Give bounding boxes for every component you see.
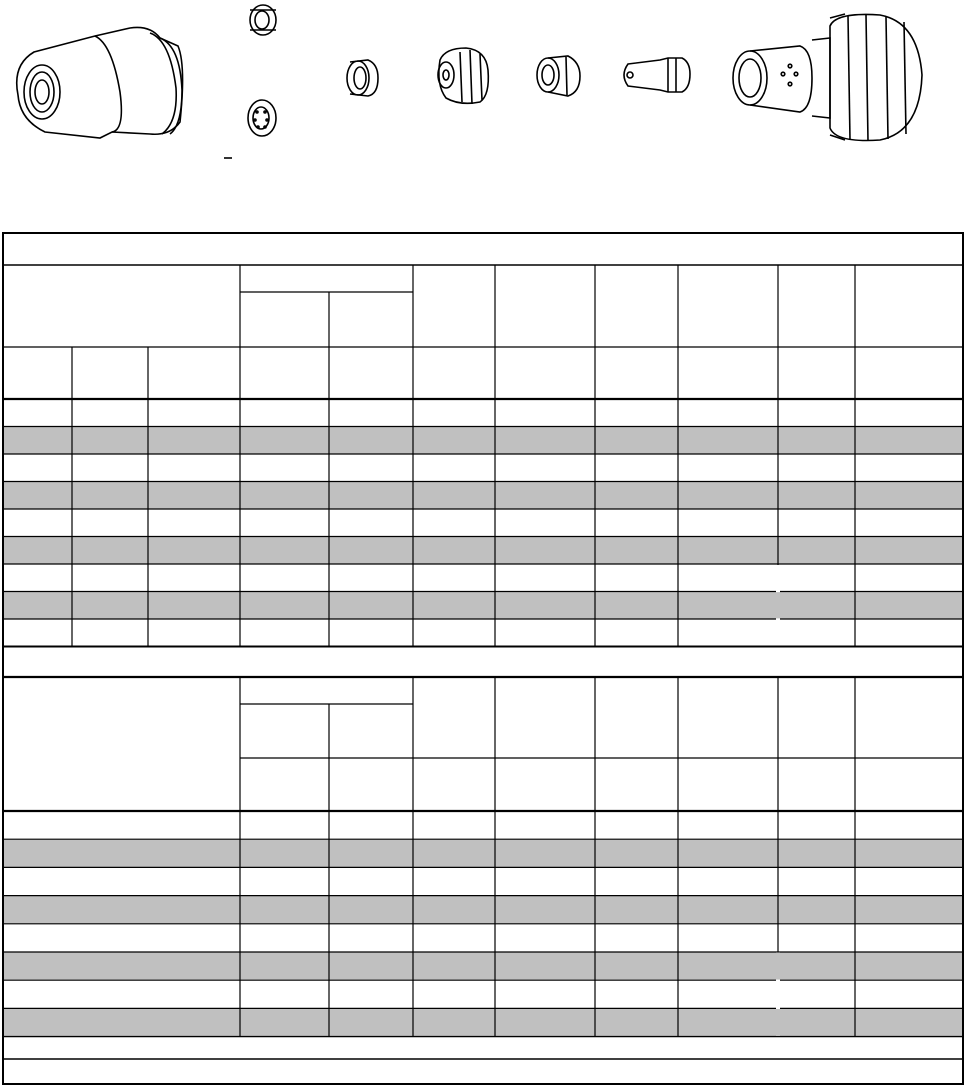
- table-row-shaded: [3, 952, 963, 980]
- table-row-shaded: [3, 537, 963, 565]
- table-upper: [3, 233, 963, 647]
- table-row-shaded: [3, 896, 963, 924]
- table-row-shaded: [3, 592, 963, 620]
- table-row-shaded: [3, 1008, 963, 1036]
- merged-cell-mask-shade: [776, 1009, 780, 1036]
- table-row-shaded: [3, 839, 963, 867]
- table-lower: [3, 647, 963, 1085]
- merged-cell-mask-shade: [776, 592, 780, 618]
- table-row-shaded: [3, 482, 963, 510]
- merged-cell-mask-shade: [776, 953, 780, 980]
- table-row-shaded: [3, 427, 963, 455]
